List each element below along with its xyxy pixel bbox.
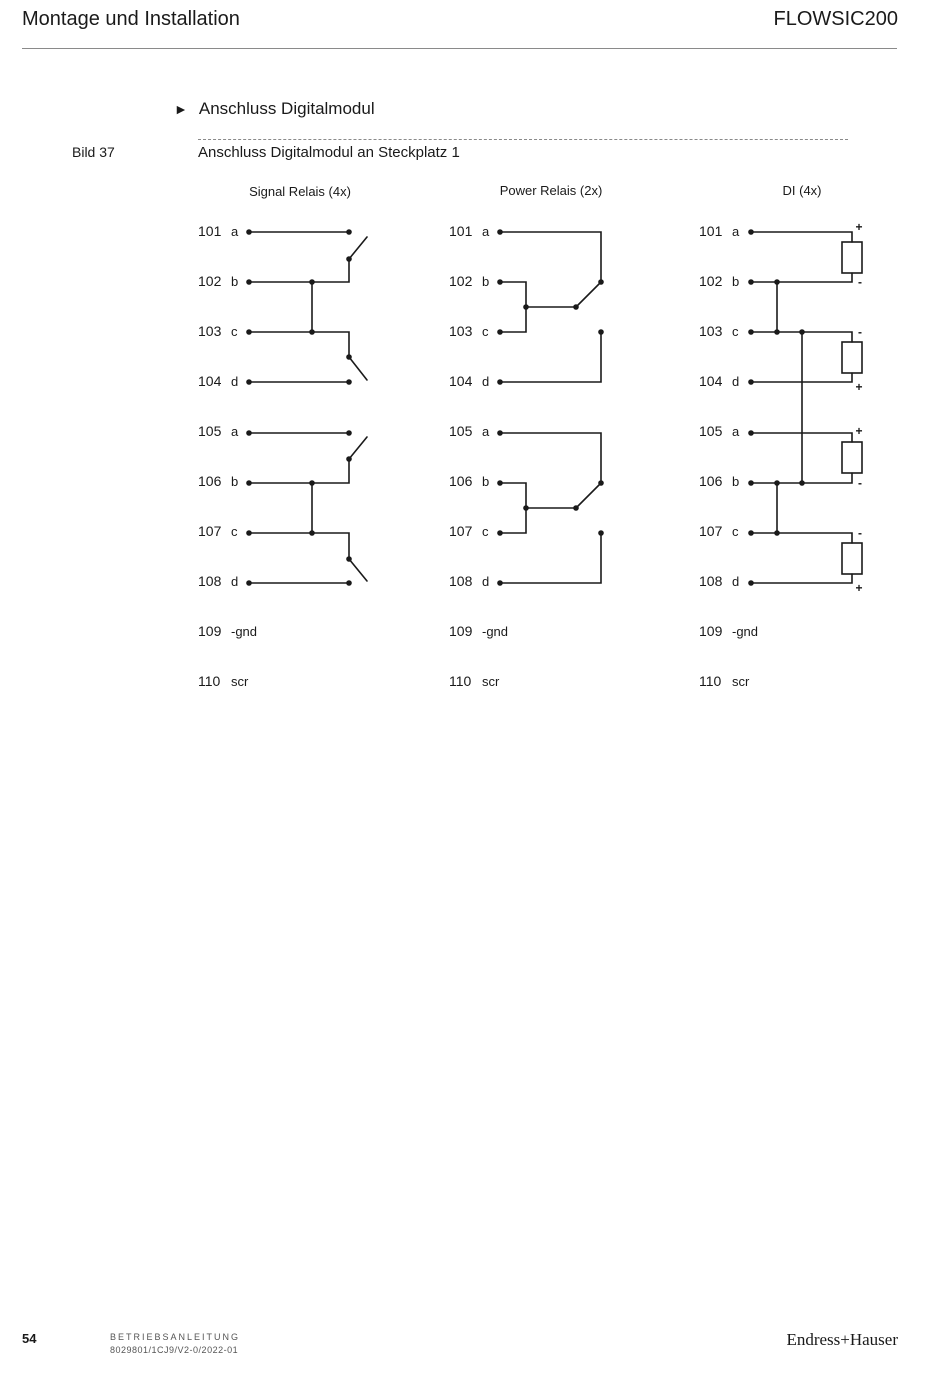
polarity-minus: - bbox=[858, 476, 862, 490]
terminal-number: 101 bbox=[198, 223, 222, 239]
terminal-letter: -gnd bbox=[732, 624, 759, 639]
document-type: BETRIEBSANLEITUNG bbox=[110, 1332, 241, 1342]
terminal-letter: a bbox=[231, 424, 239, 439]
column-title-signal-relais: Signal Relais (4x) bbox=[249, 184, 351, 199]
terminal-number: 109 bbox=[198, 623, 222, 639]
header-section-title: Montage und Installation bbox=[22, 8, 240, 30]
terminal-letter: b bbox=[482, 274, 490, 289]
terminal-letter: d bbox=[231, 374, 239, 389]
terminal-letter: d bbox=[231, 574, 239, 589]
column-title-power-relais: Power Relais (2x) bbox=[499, 183, 603, 198]
polarity-plus: + bbox=[855, 581, 863, 595]
terminal-letter: d bbox=[732, 374, 740, 389]
terminal-number: 107 bbox=[699, 523, 723, 539]
terminal-letter: -gnd bbox=[482, 624, 509, 639]
terminal-letter: b bbox=[231, 474, 239, 489]
terminal-number: 108 bbox=[449, 573, 473, 589]
terminal-number: 103 bbox=[449, 323, 473, 339]
polarity-minus: - bbox=[858, 526, 862, 540]
terminal-number: 110 bbox=[449, 673, 472, 689]
terminal-number: 106 bbox=[449, 473, 473, 489]
terminal-letter: a bbox=[482, 424, 490, 439]
terminal-letter: d bbox=[732, 574, 740, 589]
terminal-letter: d bbox=[482, 574, 490, 589]
terminal-number: 103 bbox=[699, 323, 723, 339]
document-number: 8029801/1CJ9/V2-0/2022-01 bbox=[110, 1345, 239, 1355]
terminal-labels bbox=[198, 223, 758, 689]
terminal-number: 102 bbox=[449, 273, 473, 289]
figure-number: Bild 37 bbox=[72, 144, 115, 160]
terminal-letter: c bbox=[482, 524, 489, 539]
terminal-number: 105 bbox=[699, 423, 723, 439]
brand-logo: Endress+Hauser bbox=[786, 1330, 898, 1349]
terminal-number: 109 bbox=[449, 623, 473, 639]
arrow-right-icon: ► bbox=[174, 101, 188, 117]
polarity-minus: - bbox=[858, 275, 862, 289]
terminal-number: 104 bbox=[699, 373, 723, 389]
terminal-number: 107 bbox=[198, 523, 222, 539]
header-product-name: FLOWSIC200 bbox=[773, 8, 898, 30]
terminal-letter: a bbox=[732, 224, 740, 239]
terminal-number: 105 bbox=[198, 423, 222, 439]
figure-caption: Anschluss Digitalmodul an Steckplatz 1 bbox=[198, 144, 460, 161]
polarity-plus: + bbox=[855, 380, 863, 394]
terminal-letter: b bbox=[482, 474, 490, 489]
terminal-letter: c bbox=[732, 524, 739, 539]
column-titles bbox=[249, 183, 821, 199]
terminal-number: 104 bbox=[449, 373, 473, 389]
terminal-letter: b bbox=[732, 274, 740, 289]
terminal-letter: scr bbox=[732, 674, 750, 689]
terminal-letter: scr bbox=[482, 674, 500, 689]
terminal-letter: c bbox=[231, 324, 238, 339]
polarity-plus: + bbox=[855, 424, 863, 438]
page-number: 54 bbox=[22, 1331, 37, 1346]
terminal-number: 102 bbox=[699, 273, 723, 289]
terminal-number: 103 bbox=[198, 323, 222, 339]
terminal-number: 107 bbox=[449, 523, 473, 539]
terminal-letter: d bbox=[482, 374, 490, 389]
terminal-number: 108 bbox=[198, 573, 222, 589]
terminal-number: 106 bbox=[198, 473, 222, 489]
terminal-letter: a bbox=[231, 224, 239, 239]
terminal-letter: -gnd bbox=[231, 624, 258, 639]
terminal-letter: a bbox=[482, 224, 490, 239]
terminal-number: 101 bbox=[449, 223, 473, 239]
terminal-letter: c bbox=[732, 324, 739, 339]
terminal-letter: b bbox=[732, 474, 740, 489]
terminal-number: 102 bbox=[198, 273, 222, 289]
terminal-letter: c bbox=[482, 324, 489, 339]
polarity-minus: - bbox=[858, 325, 862, 339]
polarity-plus: + bbox=[855, 220, 863, 234]
terminal-letter: scr bbox=[231, 674, 249, 689]
terminal-letter: b bbox=[231, 274, 239, 289]
terminal-number: 109 bbox=[699, 623, 723, 639]
terminal-letter: a bbox=[732, 424, 740, 439]
wiring-lines bbox=[249, 232, 862, 583]
terminal-number: 106 bbox=[699, 473, 723, 489]
step-text: Anschluss Digitalmodul bbox=[198, 99, 375, 118]
terminal-number: 101 bbox=[699, 223, 723, 239]
terminal-number: 108 bbox=[699, 573, 723, 589]
terminal-number: 105 bbox=[449, 423, 473, 439]
terminal-number: 104 bbox=[198, 373, 222, 389]
terminal-number: 110 bbox=[699, 673, 722, 689]
polarity-marks bbox=[855, 220, 862, 595]
terminal-letter: c bbox=[231, 524, 238, 539]
column-title-di: DI (4x) bbox=[782, 183, 822, 198]
terminal-number: 110 bbox=[198, 673, 221, 689]
